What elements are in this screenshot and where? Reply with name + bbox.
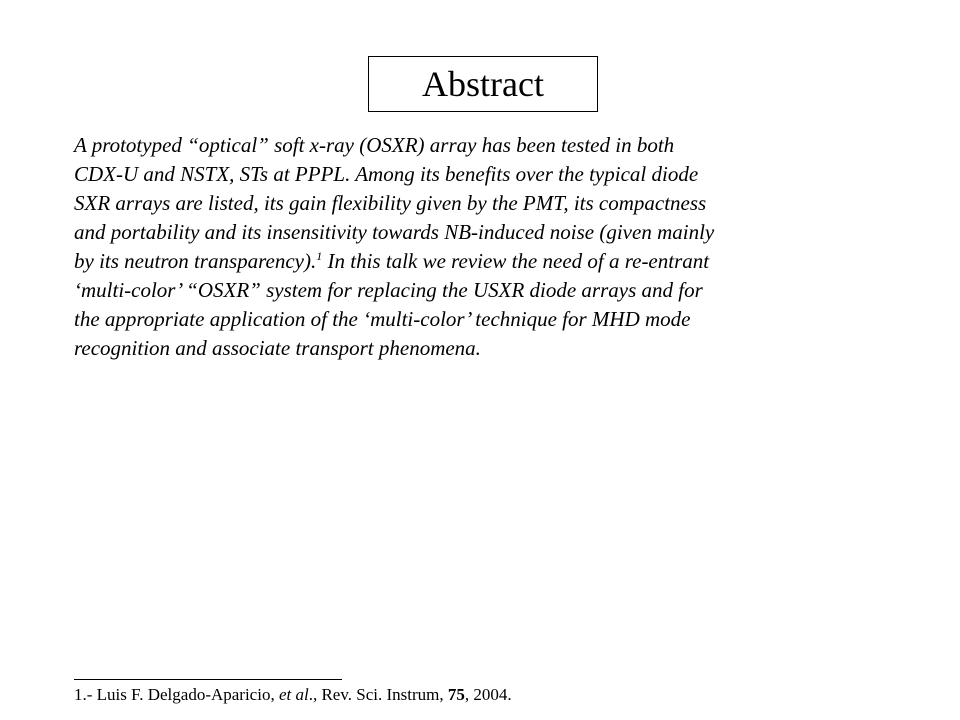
- footnote-journal: ., Rev. Sci. Instrum,: [308, 685, 448, 704]
- abstract-line: [74, 247, 894, 276]
- footnote-year: , 2004.: [464, 685, 512, 704]
- abstract-paragraph: [74, 131, 894, 363]
- abstract-line: CDX-U and NSTX, STs at PPPL. Among its benefits over the typical diode: [74, 162, 699, 186]
- slide-title-text: Abstract: [422, 64, 544, 104]
- abstract-line-start: by its neutron transparency).: [74, 249, 317, 273]
- footnote-reference-marker: 1: [316, 249, 323, 263]
- abstract-line: recognition and associate transport phenomena.: [74, 336, 481, 360]
- abstract-line: and portability and its insensitivity towards NB-induced noise (given mainly: [74, 220, 715, 244]
- abstract-line: A prototyped “optical” soft x-ray (OSXR) array has been tested in both: [74, 133, 675, 157]
- footnote-author: 1.- Luis F. Delgado-Aparicio,: [74, 685, 279, 704]
- footnote-divider: [74, 679, 342, 680]
- footnote-volume: 75: [447, 685, 465, 704]
- abstract-line: ‘multi-color’ “OSXR” system for replacing the USXR diode arrays and for: [74, 278, 703, 302]
- abstract-line: the appropriate application of the ‘multi-color’ technique for MHD mode: [74, 307, 691, 331]
- abstract-line-end: In this talk we review the need of a re-entrant: [322, 249, 710, 273]
- slide-title: [368, 56, 598, 112]
- footnote-et-al: et al: [278, 685, 309, 704]
- footnote-citation: [74, 684, 512, 706]
- abstract-line: SXR arrays are listed, its gain flexibility given by the PMT, its compactness: [74, 191, 707, 215]
